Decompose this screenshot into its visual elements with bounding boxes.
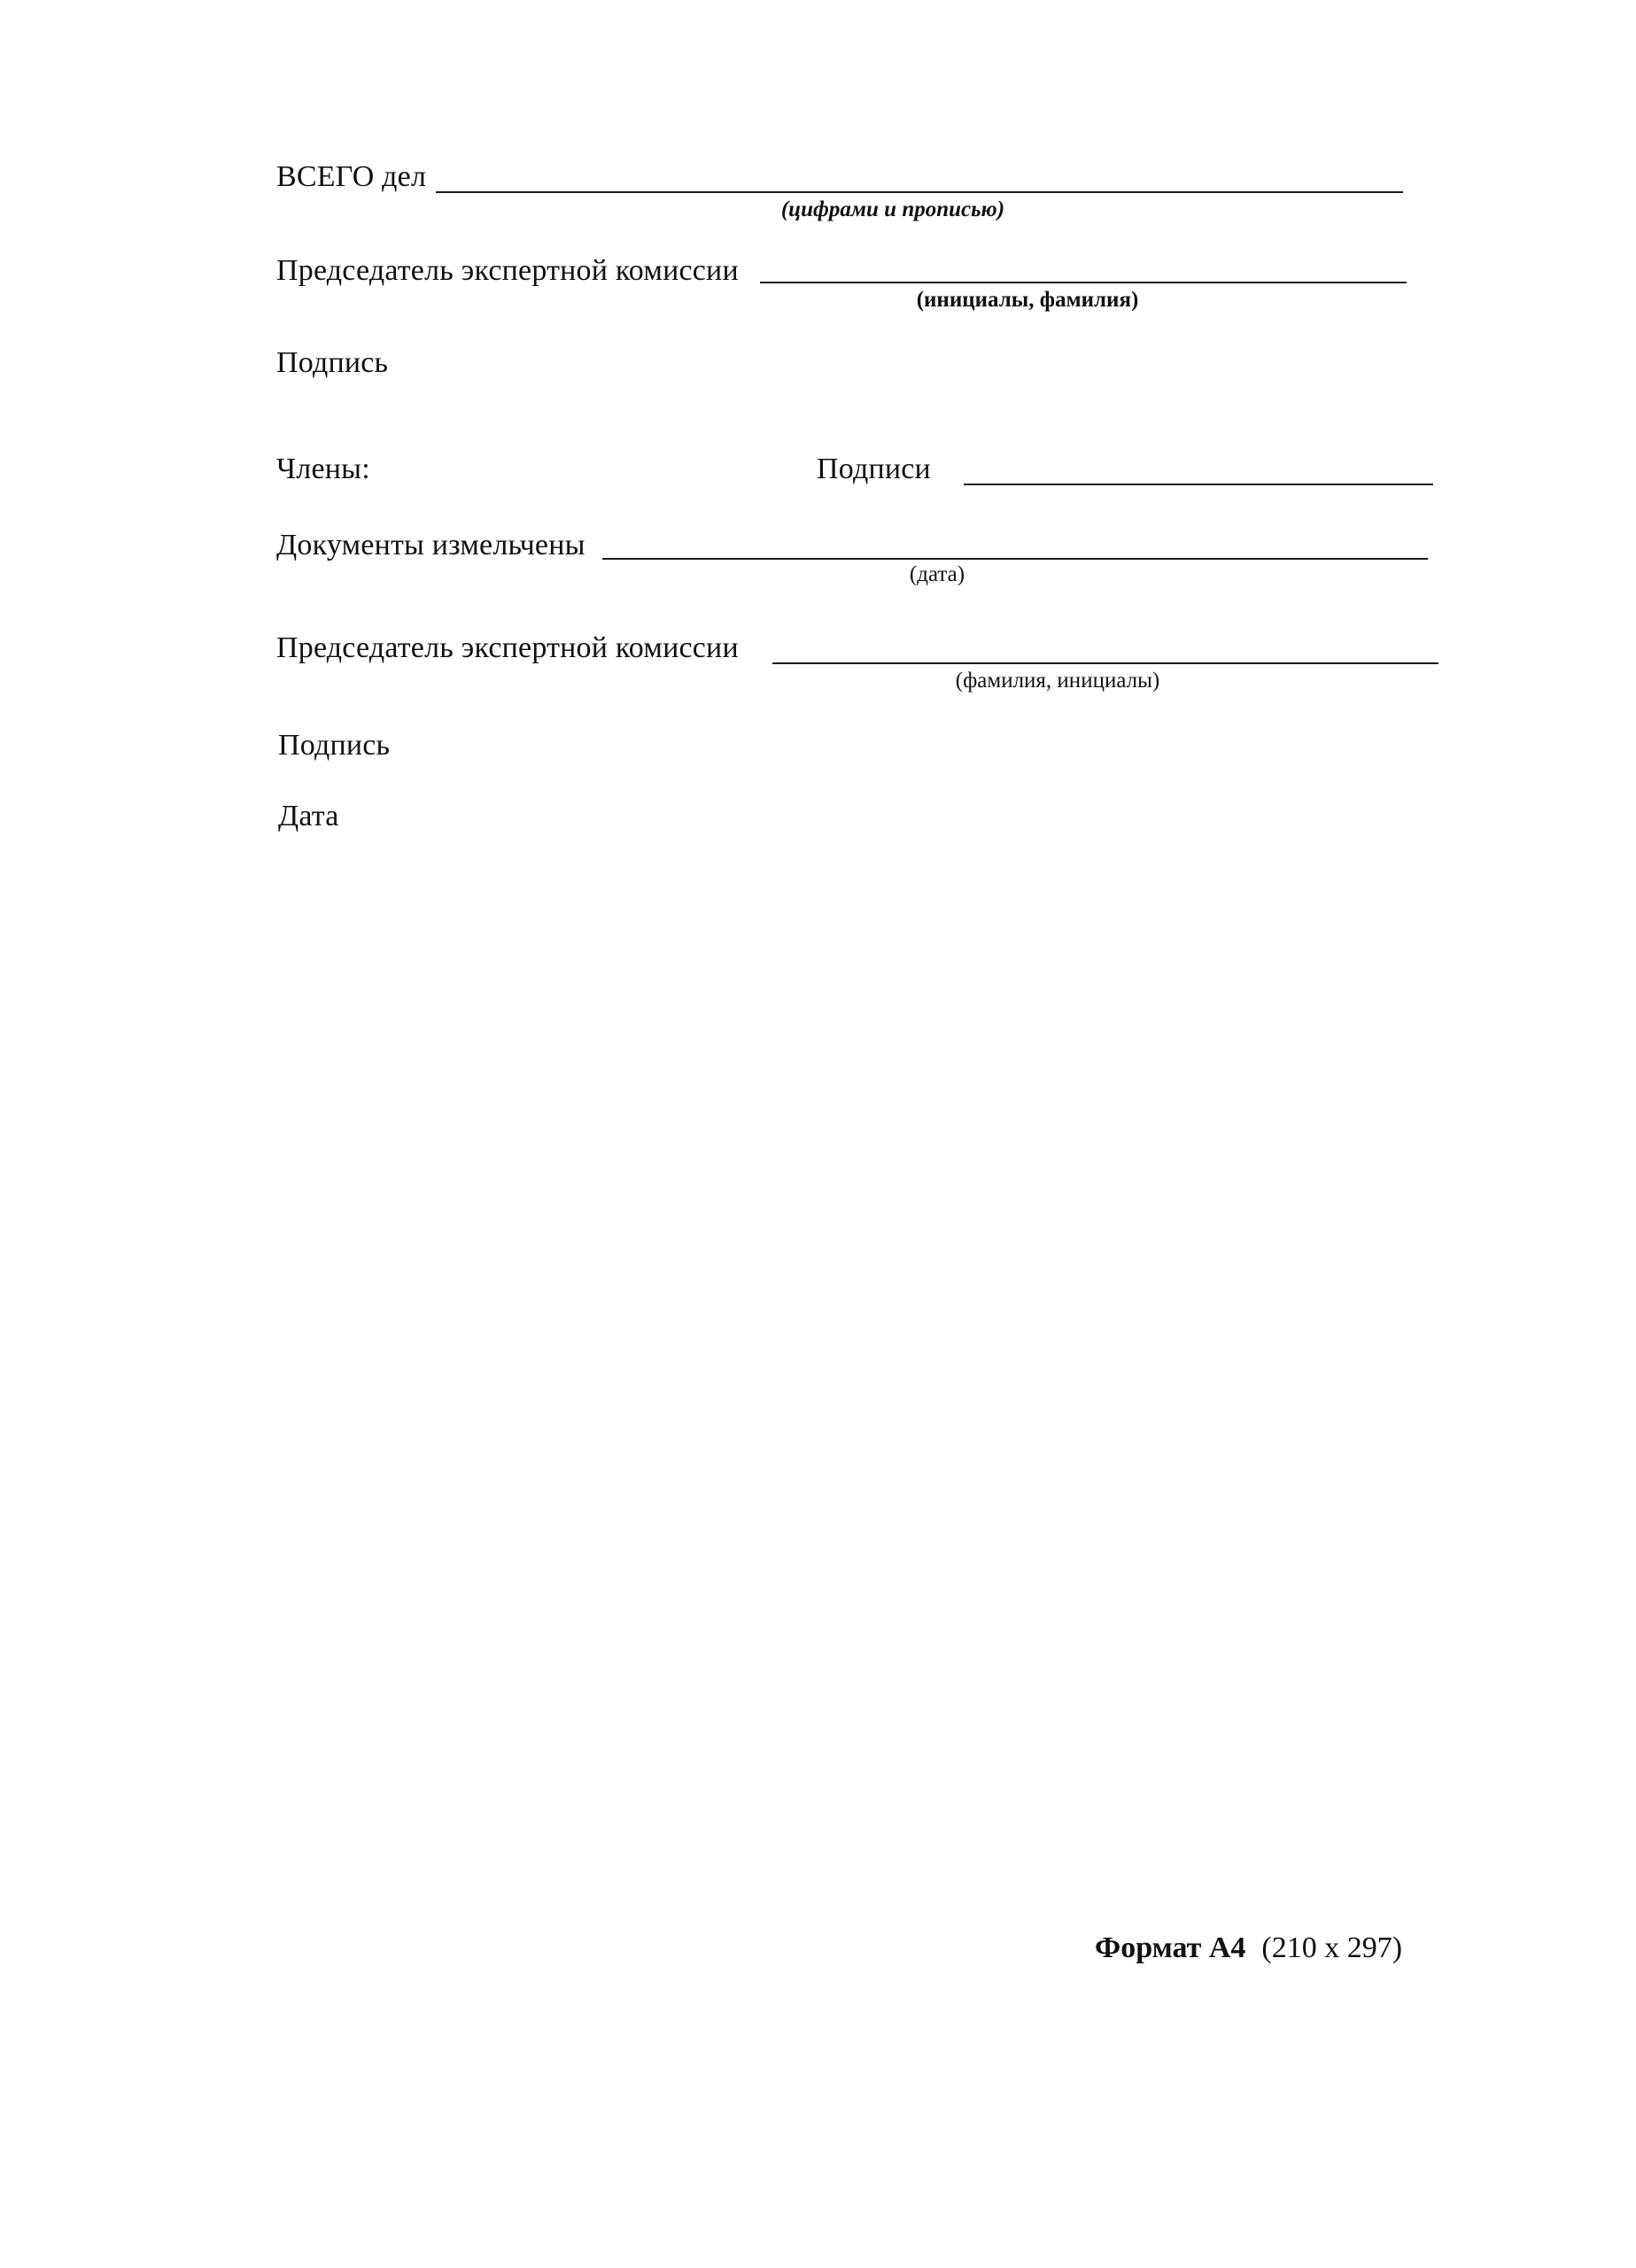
signature-1-label: Подпись bbox=[276, 346, 389, 379]
documents-shredded-field-line[interactable] bbox=[602, 558, 1428, 560]
signature-2-label: Подпись bbox=[278, 729, 391, 762]
format-dimensions: (210 x 297) bbox=[1261, 1931, 1403, 1964]
chairman-2-label: Председатель экспертной комиссии bbox=[276, 631, 739, 664]
chairman-1-label: Председатель экспертной комиссии bbox=[276, 254, 739, 287]
chairman-1-caption: (инициалы, фамилия) bbox=[916, 288, 1139, 312]
total-cases-field-line[interactable] bbox=[436, 191, 1403, 193]
chairman-2-caption: (фамилия, инициалы) bbox=[955, 669, 1160, 693]
format-footer bbox=[1095, 1931, 1402, 1966]
documents-shredded-caption: (дата) bbox=[909, 562, 965, 586]
members-signatures-label: Подписи bbox=[817, 453, 931, 485]
members-label: Члены: bbox=[276, 453, 370, 485]
total-cases-label: ВСЕГО дел bbox=[276, 160, 427, 193]
date-label: Дата bbox=[278, 800, 339, 832]
total-cases-caption: (цифрами и прописью) bbox=[780, 197, 1005, 221]
documents-shredded-label: Документы измельчены bbox=[276, 529, 585, 561]
members-signatures-field-line[interactable] bbox=[964, 484, 1433, 485]
format-label: Формат А4 bbox=[1095, 1931, 1246, 1964]
chairman-2-field-line[interactable] bbox=[772, 662, 1438, 664]
chairman-1-field-line[interactable] bbox=[760, 282, 1407, 283]
